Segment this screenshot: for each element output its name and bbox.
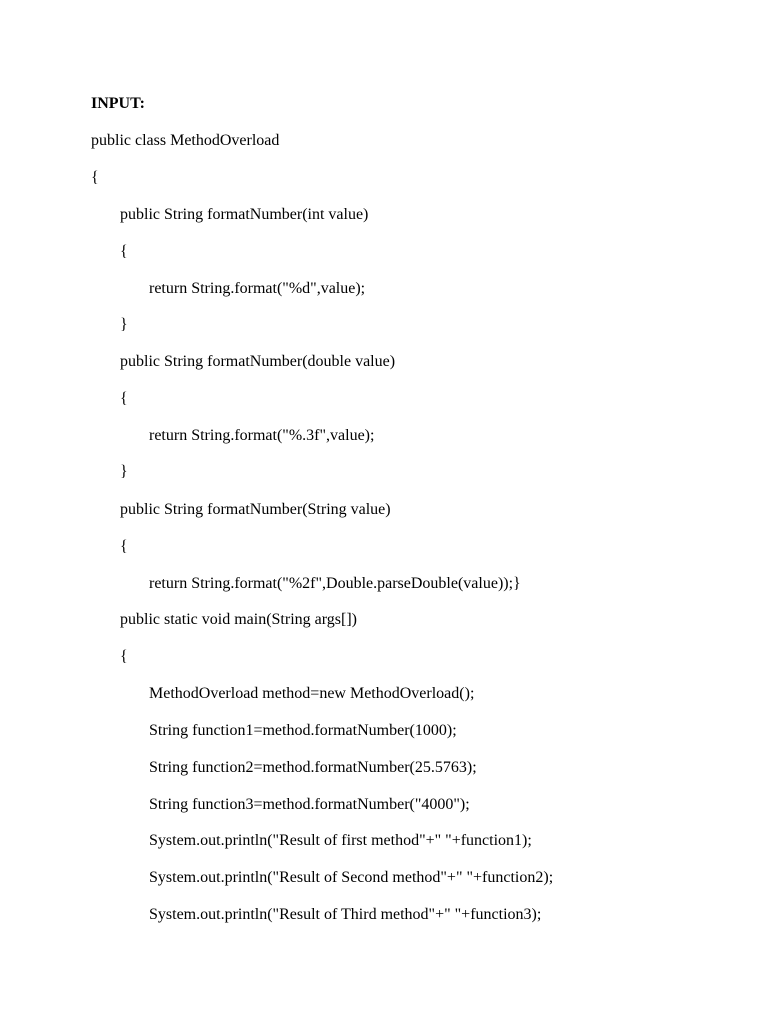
code-line-method-string-open-brace: { bbox=[120, 538, 128, 555]
code-line-method-string-return: return String.format("%2f",Double.parseDouble(value));} bbox=[149, 575, 521, 592]
code-line-class-declaration: public class MethodOverload bbox=[91, 132, 280, 149]
section-heading: INPUT: bbox=[91, 95, 145, 112]
code-line-method-int-open-brace: { bbox=[120, 243, 128, 260]
code-line-method-string-signature: public String formatNumber(String value) bbox=[120, 501, 391, 518]
code-line-print-first: System.out.println("Result of first method"+" "+function1); bbox=[149, 832, 532, 849]
code-line-method-double-signature: public String formatNumber(double value) bbox=[120, 353, 396, 370]
code-line-function3: String function3=method.formatNumber("4000"); bbox=[149, 796, 470, 813]
code-line-instantiate-object: MethodOverload method=new MethodOverload(); bbox=[149, 685, 475, 702]
code-line-class-open-brace: { bbox=[91, 169, 99, 186]
code-line-print-third: System.out.println("Result of Third method"+" "+function3); bbox=[149, 906, 542, 923]
code-line-main-open-brace: { bbox=[120, 648, 128, 665]
code-line-method-int-close-brace: } bbox=[120, 316, 128, 333]
code-line-function2: String function2=method.formatNumber(25.5763); bbox=[149, 759, 477, 776]
code-line-print-second: System.out.println("Result of Second method"+" "+function2); bbox=[149, 869, 554, 886]
code-line-method-int-return: return String.format("%d",value); bbox=[149, 280, 366, 297]
code-line-method-double-return: return String.format("%.3f",value); bbox=[149, 427, 375, 444]
code-line-method-double-open-brace: { bbox=[120, 390, 128, 407]
code-line-method-double-close-brace: } bbox=[120, 463, 128, 480]
code-line-method-int-signature: public String formatNumber(int value) bbox=[120, 206, 369, 223]
code-line-main-signature: public static void main(String args[]) bbox=[120, 611, 357, 628]
code-line-function1: String function1=method.formatNumber(1000); bbox=[149, 722, 457, 739]
